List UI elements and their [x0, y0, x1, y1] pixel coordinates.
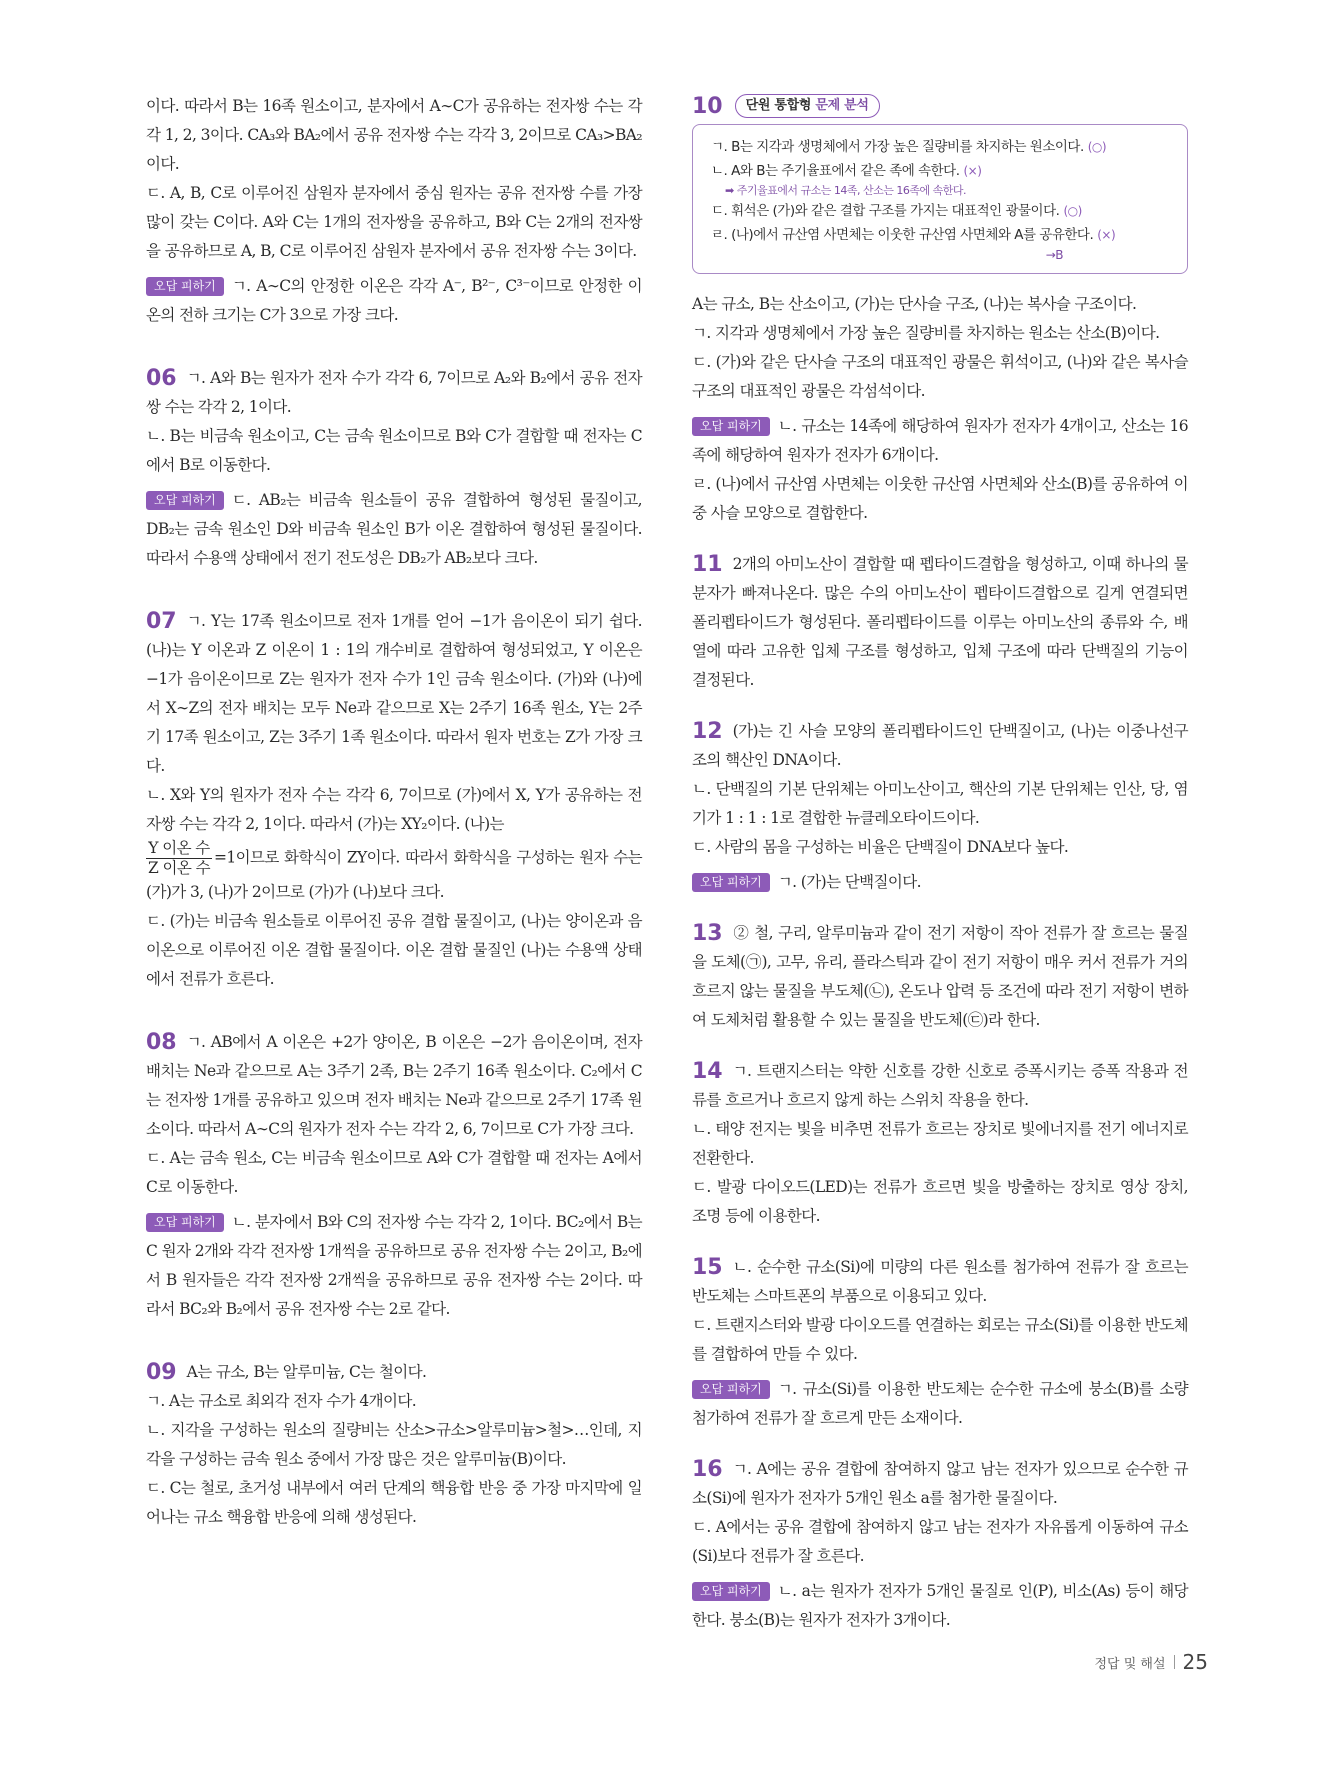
- answer-08: [146, 1028, 642, 1324]
- text-paragraph: ㄷ. (가)와 같은 단사슬 구조의 대표적인 광물은 휘석이고, (나)와 같은 복사슬 구조의 대표적인 광물은 각섬석이다.: [692, 353, 1188, 400]
- fraction-paragraph: $\frac{\text{Y 이온 수}}{\text{Z 이온 수}}$ =1이므로 화학식이 ZY이다. 따라서 화학식을 구성하는 원자 수는 (가)가 3, (나)가 2이므로 (가)가 (나)보다 크다.: [146, 839, 642, 901]
- text-paragraph: ㄷ. A에서는 공유 결합에 참여하지 않고 남는 전자가 자유롭게 이동하여 규소(Si)보다 전류가 잘 흐른다.: [692, 1518, 1188, 1565]
- odap-badge: 오답 피하기: [692, 417, 770, 436]
- answer-13: [692, 919, 1188, 1035]
- page-number: 25: [1182, 1650, 1208, 1674]
- analysis-item: ㄷ. 휘석은 (가)와 같은 결합 구조를 가지는 대표적인 광물이다. (○): [711, 203, 1082, 219]
- text-paragraph: 12 (가)는 긴 사슬 모양의 폴리펩타이드인 단백질이고, (나)는 이중나선구조의 핵산인 DNA이다.: [692, 719, 1188, 769]
- odap-badge: 오답 피하기: [146, 1213, 224, 1232]
- question-number: 07: [146, 609, 177, 634]
- wrong-mark: (×): [1097, 228, 1116, 242]
- text-paragraph: ㄷ. 트랜지스터와 발광 다이오드를 연결하는 회로는 규소(Si)를 이용한 반도체를 결합하여 만들 수 있다.: [692, 1316, 1188, 1363]
- odap-paragraph: 오답 피하기 ㄴ. 분자에서 B와 C의 전자쌍 수는 각각 2, 1이다. BC₂에서 B는 C 원자 2개와 각각 전자쌍 1개씩을 공유하므로 공유 전자쌍 수는 2이고, B₂에서 B 원자들은 각각 전자쌍 2개씩을 공유하므로 공유 전자쌍 수는 2이다. 따라서 BC₂와 B₂에서 공유 전자쌍 수는 2로 같다.: [146, 1213, 642, 1318]
- footer-divider: [1174, 1655, 1175, 1669]
- text-paragraph: ㄷ. C는 철로, 초거성 내부에서 여러 단계의 핵융합 반응 중 가장 마지막에 일어나는 규소 핵융합 반응에 의해 생성된다.: [146, 1479, 642, 1526]
- text-paragraph: ㄷ. A는 금속 원소, C는 비금속 원소이므로 A와 C가 결합할 때 전자는 A에서 C로 이동한다.: [146, 1149, 642, 1196]
- odap-badge: 오답 피하기: [146, 277, 224, 296]
- question-number: 11: [692, 552, 723, 577]
- answer-15: [692, 1253, 1188, 1433]
- question-number: 06: [146, 366, 177, 391]
- question-number: 12: [692, 719, 723, 744]
- text-paragraph: 09 A는 규소, B는 알루미늄, C는 철이다.: [146, 1360, 427, 1385]
- text-paragraph: ㄹ. (나)에서 규산염 사면체는 이웃한 규산염 사면체와 산소(B)를 공유하여 이중 사슬 모양으로 결합한다.: [692, 475, 1188, 522]
- answer-07: [146, 607, 642, 994]
- question-number: 15: [692, 1255, 723, 1280]
- text-paragraph: ㄱ. 지각과 생명체에서 가장 높은 질량비를 차지하는 원소는 산소(B)이다.: [692, 324, 1160, 342]
- right-column: [692, 92, 1188, 1635]
- question-number: 10: [692, 93, 723, 119]
- correct-mark: (○): [1087, 140, 1107, 154]
- odap-badge: 오답 피하기: [146, 491, 224, 510]
- text-paragraph: 이다. 따라서 B는 16족 원소이고, 분자에서 A∼C가 공유하는 전자쌍 수는 각각 1, 2, 3이다. CA₃와 BA₂에서 공유 전자쌍 수는 각각 3, 2이므로 CA₃>BA₂이다.: [146, 97, 642, 173]
- left-column: [146, 92, 642, 1532]
- analysis-item: ㄱ. B는 지각과 생명체에서 가장 높은 질량비를 차지하는 원소이다. (○): [711, 139, 1107, 155]
- text-paragraph: ㄴ. 지각을 구성하는 원소의 질량비는 산소>규소>알루미늄>철>…인데, 지각을 구성하는 금속 원소 중에서 가장 많은 것은 알루미늄(B)이다.: [146, 1421, 642, 1468]
- question-number: 13: [692, 921, 723, 946]
- odap-paragraph: 오답 피하기 ㄴ. 규소는 14족에 해당하여 원자가 전자가 4개이고, 산소는 16족에 해당하여 원자가 전자가 6개이다.: [692, 417, 1188, 464]
- odap-badge: 오답 피하기: [692, 873, 770, 892]
- unit-analysis-tag: 단원 통합형 문제 분석: [735, 94, 880, 118]
- text-paragraph: ㄴ. B는 비금속 원소이고, C는 금속 원소이므로 B와 C가 결합할 때 전자는 C에서 B로 이동한다.: [146, 427, 642, 474]
- text-paragraph: ㄴ. 태양 전지는 빛을 비추면 전류가 흐르는 장치로 빛에너지를 전기 에너지로 전환한다.: [692, 1120, 1188, 1167]
- footer-label: 정답 및 해설: [1094, 1656, 1166, 1672]
- correct-mark: (○): [1063, 204, 1082, 218]
- text-paragraph: ㄷ. 사람의 몸을 구성하는 비율은 단백질이 DNA보다 높다.: [692, 838, 1069, 856]
- text-paragraph: 13 ② 철, 구리, 알루미늄과 같이 전기 저항이 작아 전류가 잘 흐르는 물질을 도체(㉠), 고무, 유리, 플라스틱과 같이 전기 저항이 매우 커서 전류가 거의 흐르지 않는 물질을 부도체(㉡), 온도나 압력 등 조건에 따라 전기 저항이 변하여 도체처럼 활용할 수 있는 물질을 반도체(㉢)라 한다.: [692, 921, 1188, 1029]
- answer-14: [692, 1057, 1188, 1231]
- question-number: 08: [146, 1030, 177, 1055]
- page-footer: [1094, 1650, 1208, 1674]
- odap-paragraph: 오답 피하기 ㄴ. a는 원자가 전자가 5개인 물질로 인(P), 비소(As) 등이 해당한다. 붕소(B)는 원자가 전자가 3개이다.: [692, 1582, 1188, 1629]
- text-paragraph: ㄷ. (가)는 비금속 원소들로 이루어진 공유 결합 물질이고, (나)는 양이온과 음이온으로 이루어진 이온 결합 물질이다. 이온 결합 물질인 (나)는 수용액 상태에서 전류가 흐른다.: [146, 912, 642, 988]
- odap-paragraph: 오답 피하기 ㄷ. AB₂는 비금속 원소들이 공유 결합하여 형성된 물질이고, DB₂는 금속 원소인 D와 비금속 원소인 B가 이온 결합하여 형성된 물질이다. 따라서 수용액 상태에서 전기 전도성은 DB₂가 AB₂보다 크다.: [146, 491, 642, 567]
- analysis-arrow-note: →B: [1045, 248, 1063, 262]
- text-paragraph: ㄴ. 단백질의 기본 단위체는 아미노산이고, 핵산의 기본 단위체는 인산, 당, 염기가 1 : 1 : 1로 결합한 뉴클레오타이드이다.: [692, 780, 1188, 827]
- text-paragraph: ㄷ. A, B, C로 이루어진 삼원자 분자에서 중심 원자는 공유 전자쌍 수를 가장 많이 갖는 C이다. A와 C는 1개의 전자쌍을 공유하고, B와 C는 2개의 전자쌍을 공유하므로 A, B, C로 이루어진 삼원자 분자에서 공유 전자쌍 수는 3이다.: [146, 184, 642, 260]
- question-number: 09: [146, 1360, 177, 1385]
- text-paragraph: 08 ㄱ. AB에서 A 이온은 +2가 양이온, B 이온은 −2가 음이온이며, 전자 배치는 Ne과 같으므로 A는 3주기 2족, B는 2주기 16족 원소이다. C₂에서 C는 전자쌍 1개를 공유하고 있으며 전자 배치는 Ne과 같으므로 2주기 17족 원소이다. 따라서 A∼C의 원자가 전자 수는 각각 2, 6, 7이므로 C가 가장 크다.: [146, 1030, 642, 1138]
- answer-09: [146, 1358, 642, 1532]
- odap-paragraph: 오답 피하기 ㄱ. 규소(Si)를 이용한 반도체는 순수한 규소에 붕소(B)를 소량 첨가하여 전류가 잘 흐르게 만든 소재이다.: [692, 1380, 1188, 1427]
- question-header: [692, 92, 1188, 120]
- text-paragraph: ㄴ. X와 Y의 원자가 전자 수는 각각 6, 7이므로 (가)에서 X, Y가 공유하는 전자쌍 수는 각각 2, 1이다. 따라서 (가)는 XY₂이다. (나)는: [146, 786, 642, 833]
- text-paragraph: ㄷ. 발광 다이오드(LED)는 전류가 흐르면 빛을 방출하는 장치로 영상 장치, 조명 등에 이용한다.: [692, 1178, 1188, 1225]
- text-paragraph: 14 ㄱ. 트랜지스터는 약한 신호를 강한 신호로 증폭시키는 증폭 작용과 전류를 흐르거나 흐르지 않게 하는 스위치 작용을 한다.: [692, 1059, 1188, 1109]
- answer-10: [692, 92, 1188, 528]
- answer-16: [692, 1455, 1188, 1635]
- wrong-mark: (×): [963, 164, 982, 178]
- answer-11: [692, 550, 1188, 695]
- text-paragraph: 16 ㄱ. A에는 공유 결합에 참여하지 않고 남는 전자가 있으므로 순수한 규소(Si)에 원자가 전자가 5개인 원소 a를 첨가한 물질이다.: [692, 1457, 1188, 1507]
- odap-paragraph: 오답 피하기 ㄱ. A∼C의 안정한 이온은 각각 A⁻, B²⁻, C³⁻이므로 안정한 이온의 전하 크기는 C가 3으로 가장 크다.: [146, 277, 642, 324]
- analysis-item: ㄴ. A와 B는 주기율표에서 같은 족에 속한다. (×): [711, 163, 982, 179]
- text-paragraph: 15 ㄴ. 순수한 규소(Si)에 미량의 다른 원소를 첨가하여 전류가 잘 흐르는 반도체는 스마트폰의 부품으로 이용되고 있다.: [692, 1255, 1188, 1305]
- answer-06: [146, 364, 642, 573]
- odap-badge: 오답 피하기: [692, 1380, 770, 1399]
- text-paragraph: 07 ㄱ. Y는 17족 원소이므로 전자 1개를 얻어 −1가 음이온이 되기 쉽다. (나)는 Y 이온과 Z 이온이 1 : 1의 개수비로 결합하여 형성되었고, Y 이온은 −1가 음이온이므로 Z는 원자가 전자 수가 1인 금속 원소이다. (가)와 (나)에서 X∼Z의 전자 배치는 모두 Ne과 같으므로 X는 2주기 16족 원소, Y는 2주기 17족 원소이고, Z는 3주기 1족 원소이다. 따라서 원자 번호는 Z가 가장 크다.: [146, 609, 642, 775]
- question-number: 14: [692, 1059, 723, 1084]
- text-paragraph: A는 규소, B는 산소이고, (가)는 단사슬 구조, (나)는 복사슬 구조이다.: [692, 295, 1137, 313]
- analysis-item: ㄹ. (나)에서 규산염 사면체는 이웃한 규산염 사면체와 A를 공유한다. (×): [711, 227, 1116, 243]
- fraction: $\frac{\text{Y 이온 수}}{\text{Z 이온 수}}$: [148, 839, 210, 877]
- problem-analysis-box: [692, 124, 1188, 274]
- odap-paragraph: 오답 피하기 ㄱ. (가)는 단백질이다.: [692, 868, 1188, 897]
- answer-12: [692, 717, 1188, 897]
- text-paragraph: 06 ㄱ. A와 B는 원자가 전자 수가 각각 6, 7이므로 A₂와 B₂에서 공유 전자쌍 수는 각각 2, 1이다.: [146, 366, 642, 416]
- question-number: 16: [692, 1457, 723, 1482]
- odap-badge: 오답 피하기: [692, 1582, 770, 1601]
- text-paragraph: ㄱ. A는 규소로 최외각 전자 수가 4개이다.: [146, 1392, 417, 1410]
- text-paragraph: 11 2개의 아미노산이 결합할 때 펩타이드결합을 형성하고, 이때 하나의 물 분자가 빠져나온다. 많은 수의 아미노산이 펩타이드결합으로 길게 연결되면 폴리펩타이드가 형성된다. 폴리펩타이드를 이루는 아미노산의 종류와 수, 배열에 따라 고유한 입체 구조를 형성하고, 입체 구조에 따라 단백질의 기능이 결정된다.: [692, 552, 1188, 689]
- analysis-note: ➡ 주기율표에서 규소는 14족, 산소는 16족에 속한다.: [725, 184, 966, 197]
